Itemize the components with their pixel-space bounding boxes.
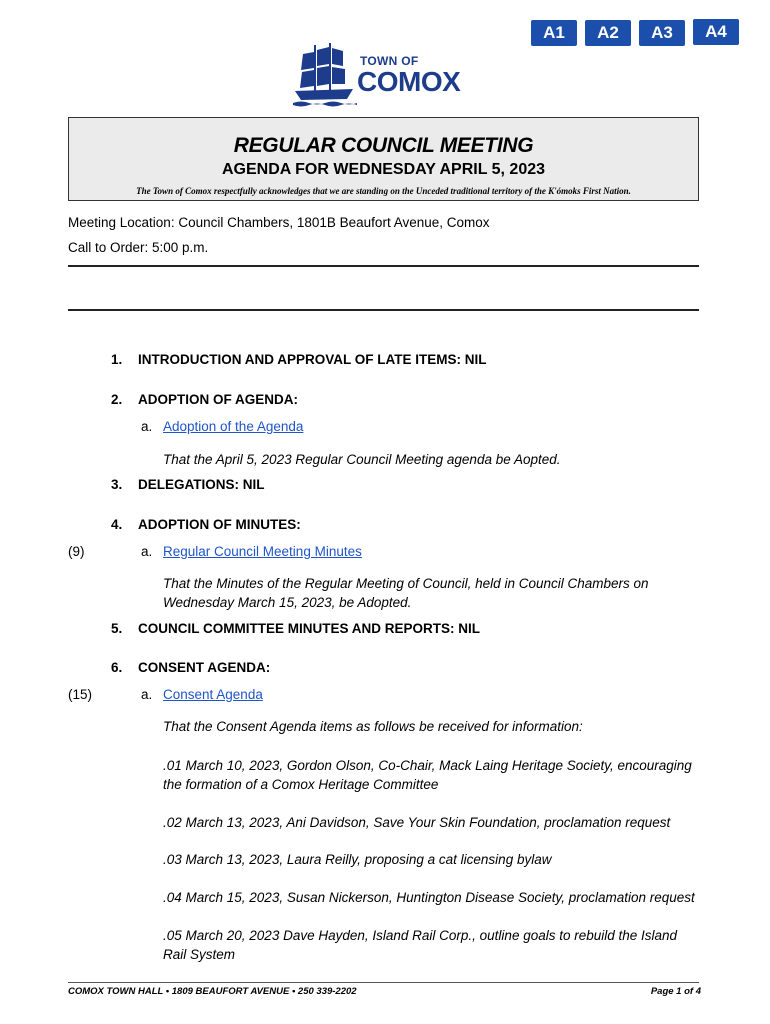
consent-entry: .02 March 13, 2023, Ani Davidson, Save Your Skin Foundation, proclamation request xyxy=(163,815,671,830)
motion-text: That the Consent Agenda items as follows be received for information: xyxy=(163,719,583,734)
consent-entry: .04 March 15, 2023, Susan Nickerson, Huntington Disease Society, proclamation request xyxy=(163,890,695,905)
agenda-date: AGENDA FOR WEDNESDAY APRIL 5, 2023 xyxy=(221,161,546,178)
item-number: 5. xyxy=(111,621,123,636)
item-number: 4. xyxy=(111,517,123,532)
tab-a1[interactable]: A1 xyxy=(531,20,577,46)
adoption-of-agenda-link[interactable]: Adoption of the Agenda xyxy=(163,419,304,434)
item-number: 3. xyxy=(111,477,123,492)
page-reference: (9) xyxy=(68,544,85,559)
footer-divider xyxy=(68,982,699,983)
sub-item-letter: a. xyxy=(141,544,153,559)
page-reference: (15) xyxy=(68,687,93,702)
divider-bottom xyxy=(68,309,699,311)
consent-entry: .03 March 13, 2023, Laura Reilly, proposing a cat licensing bylaw xyxy=(163,852,552,867)
item-heading: CONSENT AGENDA: xyxy=(138,660,271,675)
tab-a4[interactable]: A4 xyxy=(693,19,739,45)
item-heading: INTRODUCTION AND APPROVAL OF LATE ITEMS: NIL xyxy=(138,352,487,367)
item-number: 6. xyxy=(111,660,123,675)
sub-item-letter: a. xyxy=(141,419,153,434)
consent-agenda-link[interactable]: Consent Agenda xyxy=(163,687,263,702)
ship-logo-icon xyxy=(293,42,357,108)
item-number: 1. xyxy=(111,352,123,367)
regular-council-minutes-link[interactable]: Regular Council Meeting Minutes xyxy=(163,544,362,559)
land-acknowledgement: The Town of Comox respectfully acknowledges that we are standing on the Unceded traditional territory of the K'ómoks First Nation. xyxy=(136,186,631,196)
meeting-title: REGULAR COUNCIL MEETING xyxy=(233,134,534,157)
consent-entry: .05 March 20, 2023 Dave Hayden, Island Rail Corp., outline goals to rebuild the Island Rail System xyxy=(163,928,678,962)
item-number: 2. xyxy=(111,392,123,407)
motion-text: That the Minutes of the Regular Meeting of Council, held in Council Chambers on Wednesday March 15, 2023, be Adopted. xyxy=(163,576,649,610)
tab-a3[interactable]: A3 xyxy=(639,20,685,46)
item-heading: ADOPTION OF AGENDA: xyxy=(138,392,298,407)
logo-town-of: TOWN OF xyxy=(360,54,419,68)
item-heading: COUNCIL COMMITTEE MINUTES AND REPORTS: NIL xyxy=(138,621,480,636)
sub-item-letter: a. xyxy=(141,687,153,702)
call-to-order: Call to Order: 5:00 p.m. xyxy=(68,240,209,255)
footer-address: COMOX TOWN HALL • 1809 BEAUFORT AVENUE • 250 339-2202 xyxy=(68,986,357,997)
consent-entry: .01 March 10, 2023, Gordon Olson, Co-Chair, Mack Laing Heritage Society, encouraging the formation of a Comox Heritage Committee xyxy=(163,758,692,792)
logo-comox: COMOX xyxy=(357,66,461,97)
page-number: Page 1 of 4 xyxy=(650,986,701,997)
item-heading: DELEGATIONS: NIL xyxy=(138,477,265,492)
meeting-location: Meeting Location: Council Chambers, 1801B Beaufort Avenue, Comox xyxy=(68,215,490,230)
divider-top xyxy=(68,265,699,267)
motion-text: That the April 5, 2023 Regular Council Meeting agenda be Aopted. xyxy=(163,452,561,467)
tab-a2[interactable]: A2 xyxy=(585,20,631,46)
agenda-header xyxy=(68,117,699,201)
item-heading: ADOPTION OF MINUTES: xyxy=(138,517,301,532)
